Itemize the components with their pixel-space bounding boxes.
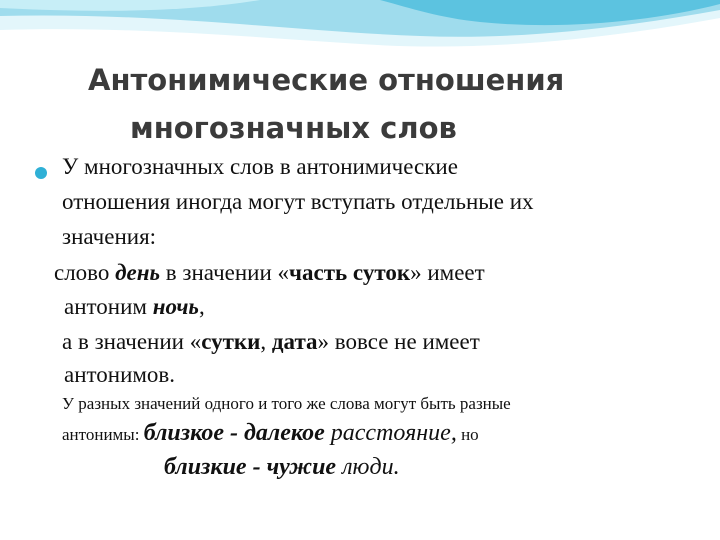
- emphasis-phrase: близкие - чужие: [164, 454, 337, 480]
- body-line-7: антонимов.: [64, 362, 176, 387]
- body-line-1: У многозначных слов в антонимические: [62, 154, 458, 179]
- header-wave-decoration: [0, 0, 720, 60]
- body-line-5: [64, 294, 205, 320]
- text-span: но: [456, 425, 479, 444]
- emphasis-word: дата: [271, 329, 318, 354]
- body-line-8: У разных значений одного и того же слова могут быть разные: [62, 394, 511, 413]
- emphasis-word: день: [115, 260, 161, 285]
- title-line-1: Антонимические отношения: [88, 63, 565, 97]
- body-line-4: [54, 260, 485, 286]
- circle-bullet-icon: [35, 167, 47, 179]
- emphasis-word: сутки: [201, 329, 261, 354]
- body-line-9: [62, 420, 479, 447]
- emphasis-phrase: часть суток: [289, 260, 411, 285]
- text-span: люди.: [336, 454, 400, 480]
- body-line-3: значения:: [62, 224, 157, 249]
- text-span: ,: [260, 329, 272, 354]
- text-span: » вовсе не имеет: [317, 329, 480, 354]
- text-span: в значении «: [160, 260, 290, 285]
- text-span: а в значении «: [62, 329, 202, 354]
- slide-title: [0, 56, 720, 152]
- title-line-2: многозначных слов: [130, 111, 457, 145]
- text-span: » имеет: [410, 260, 485, 285]
- text-span: расстояние,: [324, 420, 457, 446]
- emphasis-phrase: близкое - далекое: [143, 420, 325, 446]
- text-span: слово: [54, 260, 116, 285]
- emphasis-word: ночь: [152, 294, 199, 319]
- text-span: антонимы:: [62, 425, 144, 444]
- text-span: антоним: [64, 294, 153, 319]
- body-line-10: [164, 454, 400, 481]
- text-span: ,: [198, 294, 205, 319]
- body-line-6: [62, 329, 480, 355]
- body-line-2: отношения иногда могут вступать отдельные их: [62, 189, 534, 214]
